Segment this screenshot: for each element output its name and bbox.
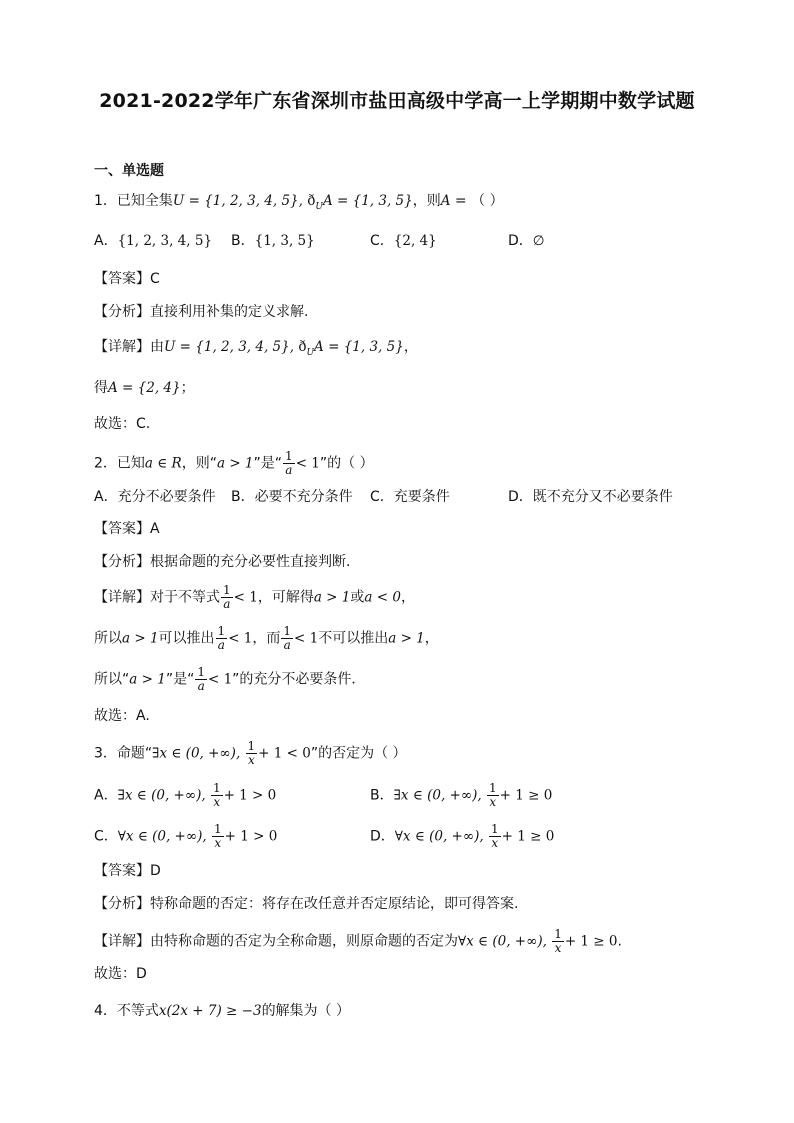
fraction-one-over-a: $\frac{1}{a}$ [217, 624, 226, 652]
fraction-one-over-a: $\frac{1}{a}$ [283, 624, 292, 652]
q3-conclusion: 故选：D [94, 966, 147, 982]
fraction-one-over-x: $\frac{1}{x}$ [554, 927, 562, 955]
q1-option-b: B．{1, 3, 5} [231, 233, 315, 249]
q3-analysis: 【分析】特称命题的否定：将存在改任意并否定原结论，即可得答案. [94, 896, 519, 912]
q2-conclusion: 故选：A. [94, 708, 150, 724]
q2-analysis: 【分析】根据命题的充分必要性直接判断. [94, 554, 351, 570]
q2-option-c: C．充要条件 [370, 489, 450, 505]
q1-stem: 1．已知全集U = {1, 2, 3, 4, 5}, $ð_UA = \{1$, 3, 5}，则A = （ ） [94, 193, 504, 212]
fraction-one-over-x: $\frac{1}{x}$ [213, 822, 222, 850]
fraction-one-over-a: $\frac{1}{a}$ [223, 583, 231, 611]
q1-detail-line2: 得A = {2, 4}； [94, 380, 195, 396]
q3-option-a: A．∃x ∈ (0, +∞), $\frac{1}{x}$ + 1 > 0 [94, 781, 277, 809]
q1-detail: 【详解】由U = {1, 2, 3, 4, 5}, $ð_UA = \{1$, 3, 5}， [94, 339, 418, 358]
q1-option-a: A．{1, 2, 3, 4, 5} [94, 233, 213, 249]
fraction-one-over-x: $\frac{1}{x}$ [212, 781, 221, 809]
q1-analysis: 【分析】直接利用补集的定义求解. [94, 304, 309, 320]
q2-detail-line2: 所以a > 1可以推出 $\frac{1}{a}$ < 1，而 $\frac{1}{a}$ < 1不可以推出a > 1， [94, 624, 439, 652]
q2-detail: 【详解】对于不等式 $\frac{1}{a}$ < 1，可解得a > 1或a < 0， [94, 583, 415, 611]
q2-stem: 2．已知a ∈ R，则“a > 1”是“ $\frac{1}{a}$ < 1”的（ ） [94, 449, 374, 477]
fraction-one-over-x: $\frac{1}{x}$ [488, 781, 497, 809]
q3-detail: 【详解】由特称命题的否定为全称命题，则原命题的否定为∀x ∈ (0, +∞), $\frac{1}{x}$ + 1 ≥ 0. [94, 927, 622, 955]
q3-answer: 【答案】D [94, 863, 161, 879]
q3-option-c: C．∀x ∈ (0, +∞), $\frac{1}{x}$ + 1 > 0 [94, 822, 278, 850]
section-heading: 一、单选题 [94, 163, 164, 179]
q2-option-a: A．充分不必要条件 [94, 489, 216, 505]
fraction-one-over-x: $\frac{1}{x}$ [247, 739, 256, 767]
q1-conclusion: 故选：C. [94, 416, 151, 432]
fraction-one-over-a: $\frac{1}{a}$ [285, 449, 293, 477]
page-title: 2021-2022学年广东省深圳市盐田高级中学高一上学期期中数学试题 [99, 90, 695, 112]
q1-option-c: C．{2, 4} [370, 233, 437, 249]
fraction-one-over-a: $\frac{1}{a}$ [197, 665, 205, 693]
q3-stem: 3．命题“∃x ∈ (0, +∞), $\frac{1}{x}$ + 1 < 0”的否定为（ ） [94, 739, 407, 767]
q2-option-d: D．既不充分又不必要条件 [508, 489, 673, 505]
q4-stem: 4．不等式x(2x + 7) ≥ −3的解集为（ ） [94, 1003, 351, 1019]
q1-option-d: D．∅ [508, 233, 545, 249]
q2-detail-line3: 所以“a > 1”是“ $\frac{1}{a}$ < 1”的充分不必要条件． [94, 665, 366, 693]
q1-answer: 【答案】C [94, 271, 160, 287]
q3-option-b: B．∃x ∈ (0, +∞), $\frac{1}{x}$ + 1 ≥ 0 [370, 781, 553, 809]
q2-option-b: B．必要不充分条件 [231, 489, 353, 505]
fraction-one-over-x: $\frac{1}{x}$ [490, 822, 499, 850]
q3-option-d: D．∀x ∈ (0, +∞), $\frac{1}{x}$ + 1 ≥ 0 [370, 822, 555, 850]
q2-answer: 【答案】A [94, 521, 160, 537]
